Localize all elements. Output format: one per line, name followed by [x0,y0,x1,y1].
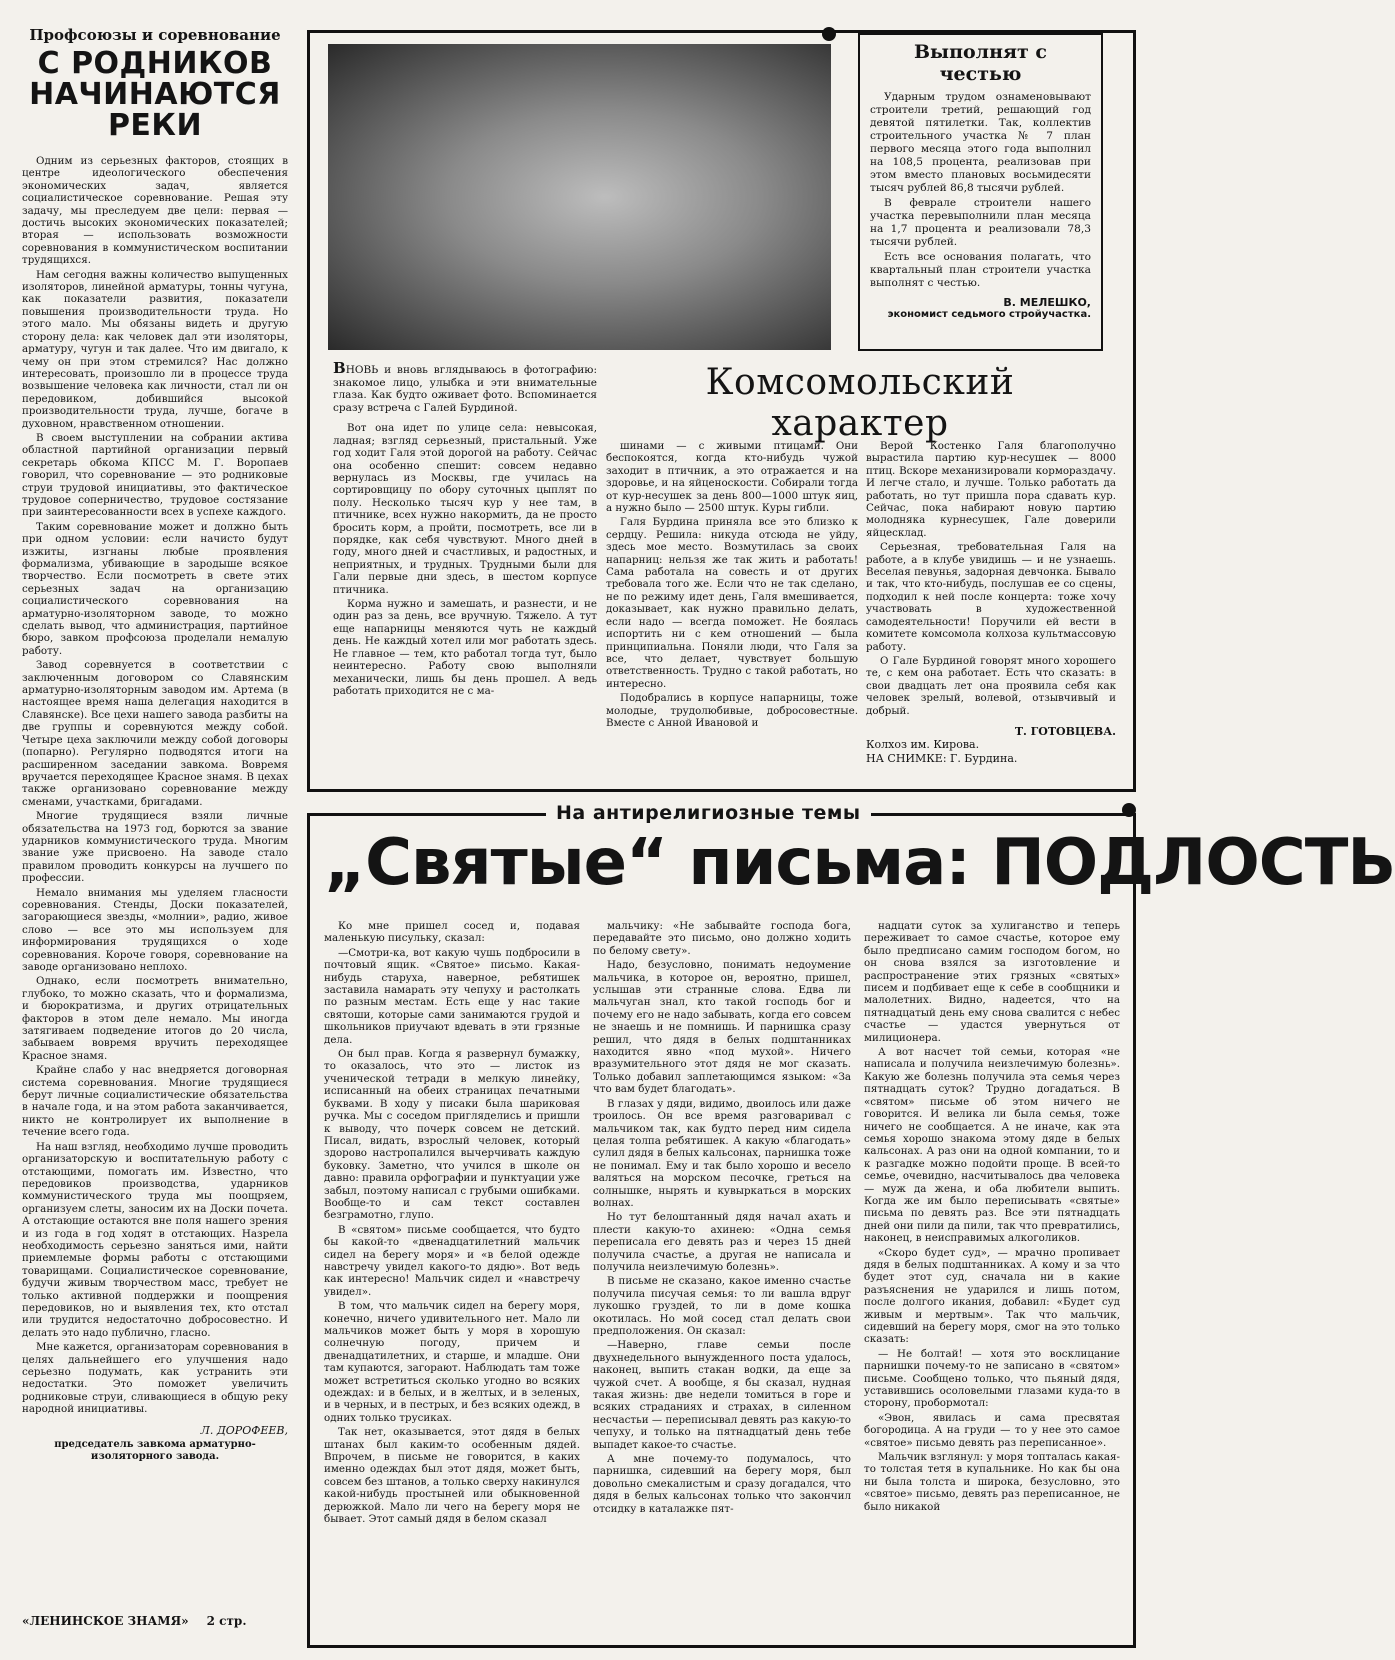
paragraph: шинами — с живыми птицами. Они беспокоятся, когда кто-нибудь чужой заходит в птичник, а это отражается и на здоровье, и на яйценоскости. Собирали тогда от кур-несушек за день 800—1000 штук яиц, а нужно было — 2500 штук. Куры гибли. [606,440,858,515]
paragraph: В «святом» письме сообщается, что будто бы какой-то «двенадцатилетний мальчик сидел на берегу моря» и «в белой одежде навстречу увидел какого-то дядю». Вот ведь как интересно! Мальчик сидел и «навстречу увидел». [324,1223,580,1298]
paragraph: Но тут белоштанный дядя начал ахать и плести какую-то ахинею: «Одна семья переписала его девять раз и через 15 дней получила счастье, а другая не написала и получила неизлечимую болезнь». [593,1211,851,1273]
paragraph: Галя Бурдина приняла все это близко к сердцу. Решила: никуда отсюда не уйду, здесь мое место. Возмутилась за своих напарниц: нельзя же так жить и работать! Сама работала на совесть и от других требовала того же. Если что не так сделано, не по режиму идет день, Галя вмешивается, доказывает, как нужно правильно делать, если надо — всегда поможет. Не боялась испортить ни с кем отношений — была принципиальна. Поняли люди, что Галя за все, что делает, чувствует большую ответственность. Трудно с такой работать, но интересно. [606,516,858,690]
religion-headline-quoted: „Святые“ письма: [324,826,970,900]
komsomol-place: Колхоз им. Кирова. [866,737,980,751]
paragraph: Верой Костенко Галя благополучно вырастила партию кур-несушек — 8000 птиц. Вскоре механизировали кормораздачу. И легче стало, и лучше. Только работать да работать, но тут пришла пора сдавать кур. Сейчас, пока набирают новую партию молодняка курнесушек, Гале доверили яйцесклад. [866,440,1116,539]
religion-column-3 [864,920,1120,1642]
paragraph: А мне почему-то подумалось, что парнишка, сидевший на берегу моря, был довольно смекалистым и сразу догадался, что дядя в белых кальсонах только что закончил отсидку в каталажке пят- [593,1453,851,1515]
paragraph: Есть все основания полагать, что квартальный план строители участка выполнят с честью. [870,251,1091,289]
paragraph: мальчику: «Не забывайте господа бога, передавайте это письмо, оно должно ходить по белому свету». [593,920,851,957]
paragraph: О Гале Бурдиной говорят много хорошего те, с кем она работает. Есть что сказать: в свои двадцать лет она проявила себя как человек зрелый, волевой, отзывчивый и добрый. [866,654,1116,717]
paragraph: Одним из серьезных факторов, стоящих в центре идеологического обеспечения экономических задач, является социалистическое соревнование. Решая эту задачу, мы преследуем две цели: первая — достичь высоких экономических показателей; вторая — использовать возможности соревнования в коммунистическом воспитании трудящихся. [22,155,288,267]
religion-headline-main: ПОДЛОСТЬ [991,826,1395,900]
paragraph: Однако, если посмотреть внимательно, глубоко, то можно сказать, что и формализма, и бюрократизма, и других отрицательных факторов в этом деле немало. Мы иногда затягиваем подведение итогов до 20 числа, забываем вовремя вручить переходящее Красное знамя. [22,975,288,1062]
paragraph: — Не болтай! — хотя это восклицание парнишки почему-то не записано в «святом» письме. Сообщено только, что пьяный дядя, уставившись осоловелыми глазами куда-то в сторону, пробормотал: [864,1347,1120,1410]
paragraph: В своем выступлении на собрании актива областной партийной организации первый секретарь обкома КПСС М. Г. Воропаев говорил, что соревнование — это родниковые струи трудовой инициативы, это фактическое трудовое соперничество, трудовое состязание при заинтересованности всех в успехе каждого. [22,431,288,519]
paragraph: Завод соревнуется в соответствии с заключенным договором со Славянским арматурно-изоляторным заводом им. Артема (в настоящее время наша делегация находится в Славянске). Все цехи нашего завода разбиты на две группы и соревнуются между собой. Четыре цеха заключили между собой договоры (попарно). Регулярно подводятся итоги на расширенном заседании завкома. Вовремя вручается переходящее Красное знамя. В цехах также организовано соревнование между сменами, участками, бригадами. [22,659,288,808]
komsomol-column-3 [866,440,1116,785]
paragraph: Ударным трудом ознаменовывают строители третий, решающий год девятой пятилетки. Так, коллектив строительного участка № 7 план первого месяца этого года выполнил на 108,5 процента, реализовав при этом вместо плановых восьмидесяти тысяч рублей 86,8 тысячи рублей. [870,91,1091,194]
paragraph: «Скоро будет суд», — мрачно пропивает дядя в белых подштанниках. А кому и за что будет этот суд, сначала ни в какие разъяснения не ударился и лишь потом, после долгого икания, добавил: «Будет суд живым и мертвым». Так что мальчик, сидевший на берегу моря, смог на это только сказать: [864,1246,1120,1346]
paragraph: —Смотри-ка, вот какую чушь подбросили в почтовый ящик. «Святое» письмо. Какая-нибудь старуха, наверное, ребятишек заставила намарать эту чепуху и растолкать по разным местам. Есть еще у нас такие святоши, которые сами занимаются грудой и школьников приучают вдевать в эти грязные дела. [324,946,580,1046]
religion-headline [324,826,1395,900]
paragraph: На наш взгляд, необходимо лучше проводить организаторскую и воспитательную работу с отстающими, помогать им. Известно, что передовиков производства, ударников коммунистического труда мы поощряем, организуем слеты, заносим их на Доски почета. А отстающие остаются вне поля нашего зрения и из года в год ходят в отстающих. Назрела необходимость серьезно заняться ими, найти приемлемые формы работы с отстающими товарищами. Социалистическое соревнование, будучи живым творчеством масс, требует не только активной поддержки и поощрения передовиков, но и выявления тех, кто отстал или трудится недостаточно добросовестно. И делать это надо публично, гласно. [22,1140,288,1339]
komsomol-column-1 [333,359,597,782]
paragraph: В том, что мальчик сидел на берегу моря, конечно, ничего удивительного нет. Мало ли мальчиков может быть у моря в хорошую солнечную погоду, причем и двенадцатилетних, и старше, и младше. Они там купаются, загорают. Наблюдать там тоже может встретиться сколько угодно во всяких одеждах: и в белых, и в желтых, и в зеленых, и в черных, и в пестрых, и без всяких одежд, в одних только трусиках. [324,1300,580,1424]
paragraph: В глазах у дяди, видимо, двоилось или даже троилось. Он все время разговаривал с мальчиком так, как будто перед ним сидела целая толпа ребятишек. А какую «благодать» сулил дядя в белых кальсонах, парнишка тоже не понимал. Ему и так было хорошо и весело валяться на морском песочке, греться на солнышке, нырять и кувыркаться в морских волнах. [593,1097,851,1209]
paragraph: Подобрались в корпусе напарницы, тоже молодые, трудолюбивые, добросовестные. Вместе с Анной Ивановой и [606,692,858,729]
paragraph: Мне кажется, организаторам соревнования в целях дальнейшего его улучшения надо серьезно подумать, как устранить эти недостатки. Это поможет увеличить родниковые струи, сливающиеся в общую реку народной инициативы. [22,1341,288,1416]
photo-caption: НА СНИМКЕ: Г. Бурдина. [866,751,1018,765]
box-article-body [870,91,1091,290]
paragraph: Крайне слабо у нас внедряется договорная система соревнования. Многие трудящиеся берут личные социалистические обязательства в начале года, и на этом работа заканчивается, никто не контролирует их выполнение в течение всего года. [22,1064,288,1139]
paragraph: Мальчик взглянул: у моря топталась какая-то толстая тетя в купальнике. Но как бы она ни была толста и широка, безусловно, это «святое» письмо, девять раз переписанное, не было никакой [864,1451,1120,1513]
left-article-kicker: Профсоюзы и соревнование [29,26,281,44]
left-article-body [22,155,288,1416]
komsomol-lead: ВНОВЬ и вновь вглядываюсь в фотографию: знакомое лицо, улыбка и эти внимательные глаза. Как будто оживает фото. Вспоминается сразу встреча с Галей Бурдиной. [333,359,597,414]
page-footer [22,1614,288,1628]
rubric-label: На антирелигиозные темы [546,802,871,824]
paragraph: В письме не сказано, какое именно счастье получила писучая семья: то ли вашла вдруг лукошко груздей, то ли в доме кошка окотилась. Но мой сосед стал делать свои предположения. Он сказал: [593,1275,851,1337]
komsomol-headline: Комсомольский характер [705,362,1015,444]
page-number: 2 стр. [206,1614,247,1628]
paragraph: надцати суток за хулиганство и теперь переживает то самое счастье, которое ему было предписано самим господом богом, но он снова взялся за изготовление и распространение этих грязных «святых» писем и подбивает еще к себе в сообщники и малолетних. Видно, надеется, что на пятнадцатый день ему снова свалится с небес счастье — удастся увернуться от милиционера. [864,920,1120,1044]
frame-dot-decoration [822,27,836,41]
box-article-signature: В. МЕЛЕШКО, [1003,296,1091,309]
paragraph: Многие трудящиеся взяли личные обязательства на 1973 год, борются за звание ударников коммунистического труда. Многим звание уже присвоено. На заводе стало правилом проводить конкурсы на лучшего по профессии. [22,810,288,885]
paragraph: Так нет, оказывается, этот дядя в белых штанах был каким-то особенным дядей. Впрочем, в письме не говорится, в каких именно одеждах был этот дядя, может быть, совсем без штанов, а только сверху накинулся какой-нибудь простыней или обыкновенной дерюжкой. Мало ли чего на берегу моря не бывает. Этот самый дядя в белом сказал [324,1426,580,1526]
komsomol-column-2 [606,440,858,785]
paragraph: Надо, безусловно, понимать недоумение мальчика, в которое он, вероятно, пришел, услышав эти странные слова. Едва ли мальчуган знал, кто такой господь бог и почему его не надо забывать, когда его совсем не знаешь и не помнишь. И парнишка сразу решил, что дядя в белых подштанниках находится явно «под мухой». Ничего вразумительного этот дядя не мог сказать. Только добавил заплетающимся языком: «За что вам будет благодать». [593,959,851,1096]
paragraph: Корма нужно и замешать, и разнести, и не один раз за день, все вручную. Тяжело. А тут еще напарницы меняются чуть не каждый день. Не каждый хотел или мог работать здесь. Не главное — тем, кто работал тогда тут, было неинтересно. Работу свою выполняли механически, лишь бы день прошел. А ведь работать приходится не с ма- [333,598,597,697]
religion-column-1 [324,920,580,1642]
religion-column-2 [593,920,851,1642]
box-article-title: Выполнят с честью [914,41,1047,85]
left-article [22,26,288,1648]
box-article [858,33,1103,351]
left-article-signature: Л. ДОРОФЕЕВ, [200,1423,288,1437]
paragraph: «Эвон, явилась и сама пресвятая богородица. А на груди — то у нее это самое «святое» письмо девять раз переписанное». [864,1411,1120,1449]
paragraph: Серьезная, требовательная Галя на работе, а в клубе увидишь — и не узнаешь. Веселая певунья, задорная девчонка. Бывало и так, что кто-нибудь, послушав ее со сцены, подходил к ней после концерта: тоже хочу участвовать в художественной самодеятельности! Поручили ей вести в комитете комсомола колхоза культмассовую работу. [866,541,1116,653]
paragraph: Вот она идет по улице села: невысокая, ладная; взгляд серьезный, пристальный. Уже год ходит Галя этой дорогой на работу. Сейчас она особенно спешит: совсем недавно вернулась из Москвы, где училась на сортировщицу по обору суточных цыплят по полу. Несколько тысяч кур у нее там, в птичнике, всех нужно накормить, да не просто бросить корм, а пройти, посмотреть, все ли в порядке, как себя чувствуют. Много дней в году, много дней и счастливых, и радостных, и неприятных, и трудных. Трудными были для Гали первые дни здесь, в шестом корпусе птичника. [333,422,597,596]
left-article-signature-position: председатель завкома арматурно-изоляторного завода. [54,1438,256,1462]
paragraph: —Наверно, главе семьи после двухнедельного вынужденного поста удалось, наконец, выпить стакан водки, да еще за чужой счет. А вообще, я бы сказал, нудная такая жизнь: две недели томиться в горе и всяких страданиях и страхах, в силенном несчастьи — переписывал девять раз какую-то чепуху, и только на пятнадцатый день тебе выпадет какое-то счастье. [593,1339,851,1451]
komsomol-signature: Т. ГОТОВЦЕВА. [1014,724,1116,738]
paragraph: Нам сегодня важны количество выпущенных изоляторов, линейной арматуры, тонны чугуна, как показатели развития, показатели повышения производительности труда. Но этого мало. Мы обязаны видеть и другую сторону дела: как человек дал эти изоляторы, арматуру, чугун и так далее. Что им двигало, к чему он при этом стремился? Нас должно интересовать, произошло ли в процессе труда возвышение человека как личности, стал ли он передовиком, добившийся высокой производительности труда, лучше, богаче в духовном, нравственном отношении. [22,268,288,430]
paragraph: В феврале строители нашего участка перевыполнили план месяца на 1,7 процента и реализовали 78,3 тысячи рублей. [870,197,1091,248]
paragraph: Ко мне пришел сосед и, подавая маленькую писульку, сказал: [324,920,580,945]
paper-name: «ЛЕНИНСКОЕ ЗНАМЯ» [22,1614,189,1628]
komsomol-col1-body [333,422,597,697]
portrait-photo [328,44,831,350]
paragraph: Он был прав. Когда я развернул бумажку, то оказалось, что это — листок из ученической тетради в мелкую линейку, исписанный на обеих страницах печатными буквами. В ходу у писаки была шариковая ручка. Мы с соседом пригляделись и пришли к выводу, что почерк совсем не детский. Писал, видать, взрослый человек, который здорово настропалился вычерчивать каждую буковку. Заметно, что учился в школе он давно: правила орфографии и пунктуации уже забыл, поэтому написал с грубыми ошибками. Вообще-то и сам текст составлен безграмотно, глупо. [324,1048,581,1222]
paragraph: Таким соревнование может и должно быть при одном условии: если начисто будут изжиты, изгнаны любые проявления формализма, убивающие в зародыше всякое творчество. Если посмотреть в свете этих серьезных задач на организацию социалистического соревнования на арматурно-изоляторном заводе, то можно сделать вывод, что администрация, партийное бюро, завком профсоюза проделали немалую работу. [22,520,288,657]
paragraph: А вот насчет той семьи, которая «не написала и получила неизлечимую болезнь». Какую же болезнь получила эта семья через пятнадцать суток? Трудно догадаться. В «святом» письме об этом ничего не говорится. И велика ли была семья, тоже ничего не сообщается. А не иначе, как эта семья хорошо знакома этому дяде в белых кальсонах. А раз они на одной компании, то и к разгадке можно подойти проще. В всей-то семье, очевидно, насчитывалось два человека — муж да жена, и оба любители выпить. Когда же им было переписывать «святые» письма по девять раз. Все эти пятнадцать дней они пили да пили, так что превратились, наконец, в неисправимых алкоголиков. [864,1046,1120,1245]
paragraph: Немало внимания мы уделяем гласности соревнования. Стенды, Доски показателей, загорающиеся звезды, «молнии», радио, живое слово — все это мы используем для информирования трудящихся о ходе соревнования. Короче говоря, соревнование на заводе организовано неплохо. [22,886,288,973]
frame-dot-decoration [1122,803,1136,817]
left-article-headline: С РОДНИКОВ НАЧИНАЮТСЯ РЕКИ [29,46,281,143]
box-article-signature-position: экономист седьмого стройучастка. [887,309,1091,320]
